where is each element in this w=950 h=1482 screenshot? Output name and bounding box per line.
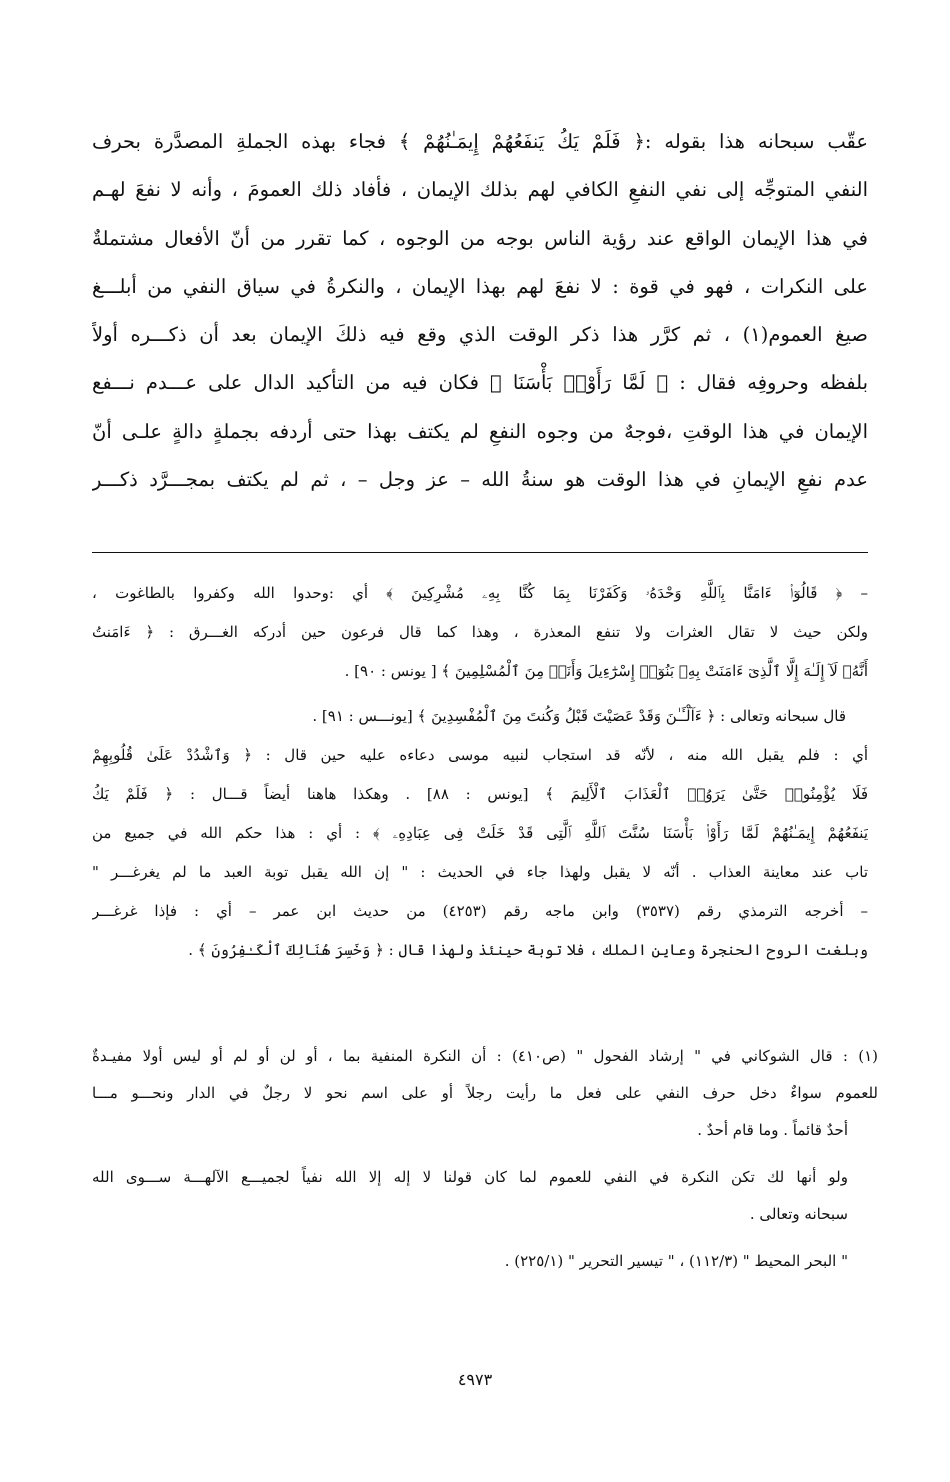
main-line: في هذا الإيمان الواقع عند رؤية الناس بوجه من الوجوه ، كما تقرر من أنّ الأفعال مشتملةٌ bbox=[92, 226, 868, 250]
footnote bbox=[92, 1038, 878, 1280]
main-line: على النكرات ، فهو في قوة : لا نفعَ لهم بهذا الإيمان ، والنكرةُ في سياق النفي من أبلـــغ bbox=[92, 274, 868, 298]
footnote-line: ولو أنها لك تكن النكرة في النفي للعموم لما كان قولنا لا إله إلا الله نفياً لجميـــع الآلهـــة ســـوى الله bbox=[92, 1168, 848, 1186]
page-number: ٤٩٧٣ bbox=[457, 1370, 493, 1389]
note-line: تاب عند معاينة العذاب . أنّه لا يقبل ولهذا جاء في الحديث : " إن الله يقبل توبة العبد ما لم يغرغـــر " bbox=[92, 863, 868, 881]
notes-continuation bbox=[92, 574, 868, 970]
note-line: فَلَا يُؤْمِنُوا۟ حَتَّىٰ يَرَوُا۟ ٱلْعَذَابَ ٱلْأَلِيمَ ﴾ [يونس : ٨٨] . وهكذا هاهنا أيضاً قـــال : ﴿ فَلَمْ يَكُ bbox=[92, 785, 868, 803]
main-line: عدم نفعِ الإيمانِ في هذا الوقت هو سنةُ الله – عز وجل – ، ثم لم يكتف بمجـــرَّد ذكـــر bbox=[92, 468, 868, 492]
note-line: أَنَّهُۥ لَآ إِلَـٰهَ إِلَّا ٱلَّذِىٓ ءَامَنَتْ بِهِۦ بَنُوٓا۟ إِسْرَٰٓءِيلَ وَأَنَا۠ مِنَ ٱلْمُسْلِمِينَ ﴾ [ يونس : ٩٠] . bbox=[344, 662, 868, 680]
note-line: ولكن حيث لا تقال العثرات ولا تنفع المعذرة ، وهذا كما قال فرعون حين أدركه الغـــرق : ﴿ ءَامَنتُ bbox=[92, 623, 868, 641]
note-line: – أخرجه الترمذي رقم (٣٥٣٧) وابن ماجه رقم (٤٢٥٣) من حديث ابن عمر – أي : فإذا غرغـــر bbox=[92, 902, 868, 920]
main-text bbox=[92, 118, 868, 504]
footnote-line: " البحر المحيط " (١١٢/٣) ، " تيسير التحرير " (٢٢٥/١) . bbox=[504, 1252, 848, 1270]
footnote-line: للعموم سواءٌ دخل حرف النفي على فعل ما رأيت رجلاً أو على اسم نحو لا رجلٌ في الدار ونحـــو مـــا bbox=[92, 1084, 878, 1102]
footnote-line: (١) : قال الشوكاني في " إرشاد الفحول " (ص٤١٠) : أن النكرة المنفية بما ، أو لن أو لم أو ليس أولا مفيـدةٌ bbox=[92, 1047, 878, 1065]
main-line: الإيمان في هذا الوقتِ ،فوجهٌ من وجوه النفعِ لم يكتف بهذا حتى أردفه بجملةٍ دالةٍ علـى أنّ bbox=[92, 419, 868, 443]
footnote-line: سبحانه وتعالى . bbox=[749, 1205, 848, 1223]
note-line: وبلغت الروح الحنجرة وعاين الملك ، فلا توبة حينئذ ولهذا قال : ﴿ وَخَسِرَ هُنَالِكَ ٱلْكَـٰفِرُونَ ﴾ . bbox=[188, 941, 868, 959]
note-line: يَنفَعُهُمْ إِيمَـٰنُهُمْ لَمَّا رَأَوْا۟ بَأْسَنَا سُنَّتَ ٱللَّهِ ٱلَّتِى قَدْ خَلَتْ فِى عِبَادِهِۦ ﴾ : أي : هذا حكم الله في جميع من bbox=[92, 824, 868, 842]
main-line: صيغ العموم(١) ، ثم كرَّر هذا ذكر الوقت الذي وقع فيه ذلكَ الإيمان بعد أن ذكـــره أولاً bbox=[92, 323, 868, 347]
note-line: قال سبحانه وتعالى : ﴿ ءَآلْـَٔـٰنَ وَقَدْ عَصَيْتَ قَبْلُ وَكُنتَ مِنَ ٱلْمُفْسِدِينَ ﴾ [يونـــس : ٩١] . bbox=[312, 707, 846, 725]
main-line: بلفظه وحروفِه فقال : ﴿ لَمَّا رَأَوْا۟ بَأْسَنَا ﴾ فكان فيه من التأكيد الدال على عـــدم نـــفع bbox=[92, 371, 868, 395]
footnote-line: أحدٌ قائماً . وما قام أحدٌ . bbox=[697, 1121, 848, 1139]
main-line: النفي المتوجِّه إلى نفي النفعِ الكافي لهم بذلك الإيمان ، فأفاد ذلك العمومَ ، وأنه لا نفعَ لهـم bbox=[92, 178, 868, 202]
note-line: أي : فلم يقبل الله منه ، لأنّه قد استجاب لنبيه موسى دعاءه عليه حين قال : ﴿ وَٱشْدُدْ عَلَىٰ قُلُوبِهِمْ bbox=[92, 746, 868, 764]
footnote-separator bbox=[92, 552, 868, 553]
note-line: – ﴿ قَالُوٓا۟ ءَامَنَّا بِٱللَّهِ وَحْدَهُۥ وَكَفَرْنَا بِمَا كُنَّا بِهِۦ مُشْرِكِينَ ﴾ أي :وحدوا الله وكفروا بالطاغوت ، bbox=[92, 584, 868, 602]
main-line: عقّب سبحانه هذا بقوله :﴿ فَلَمْ يَكُ يَنفَعُهُمْ إِيمَـٰنُهُمْ ﴾ فجاء بهذه الجملةِ المصدَّرة بحرف bbox=[92, 130, 868, 153]
